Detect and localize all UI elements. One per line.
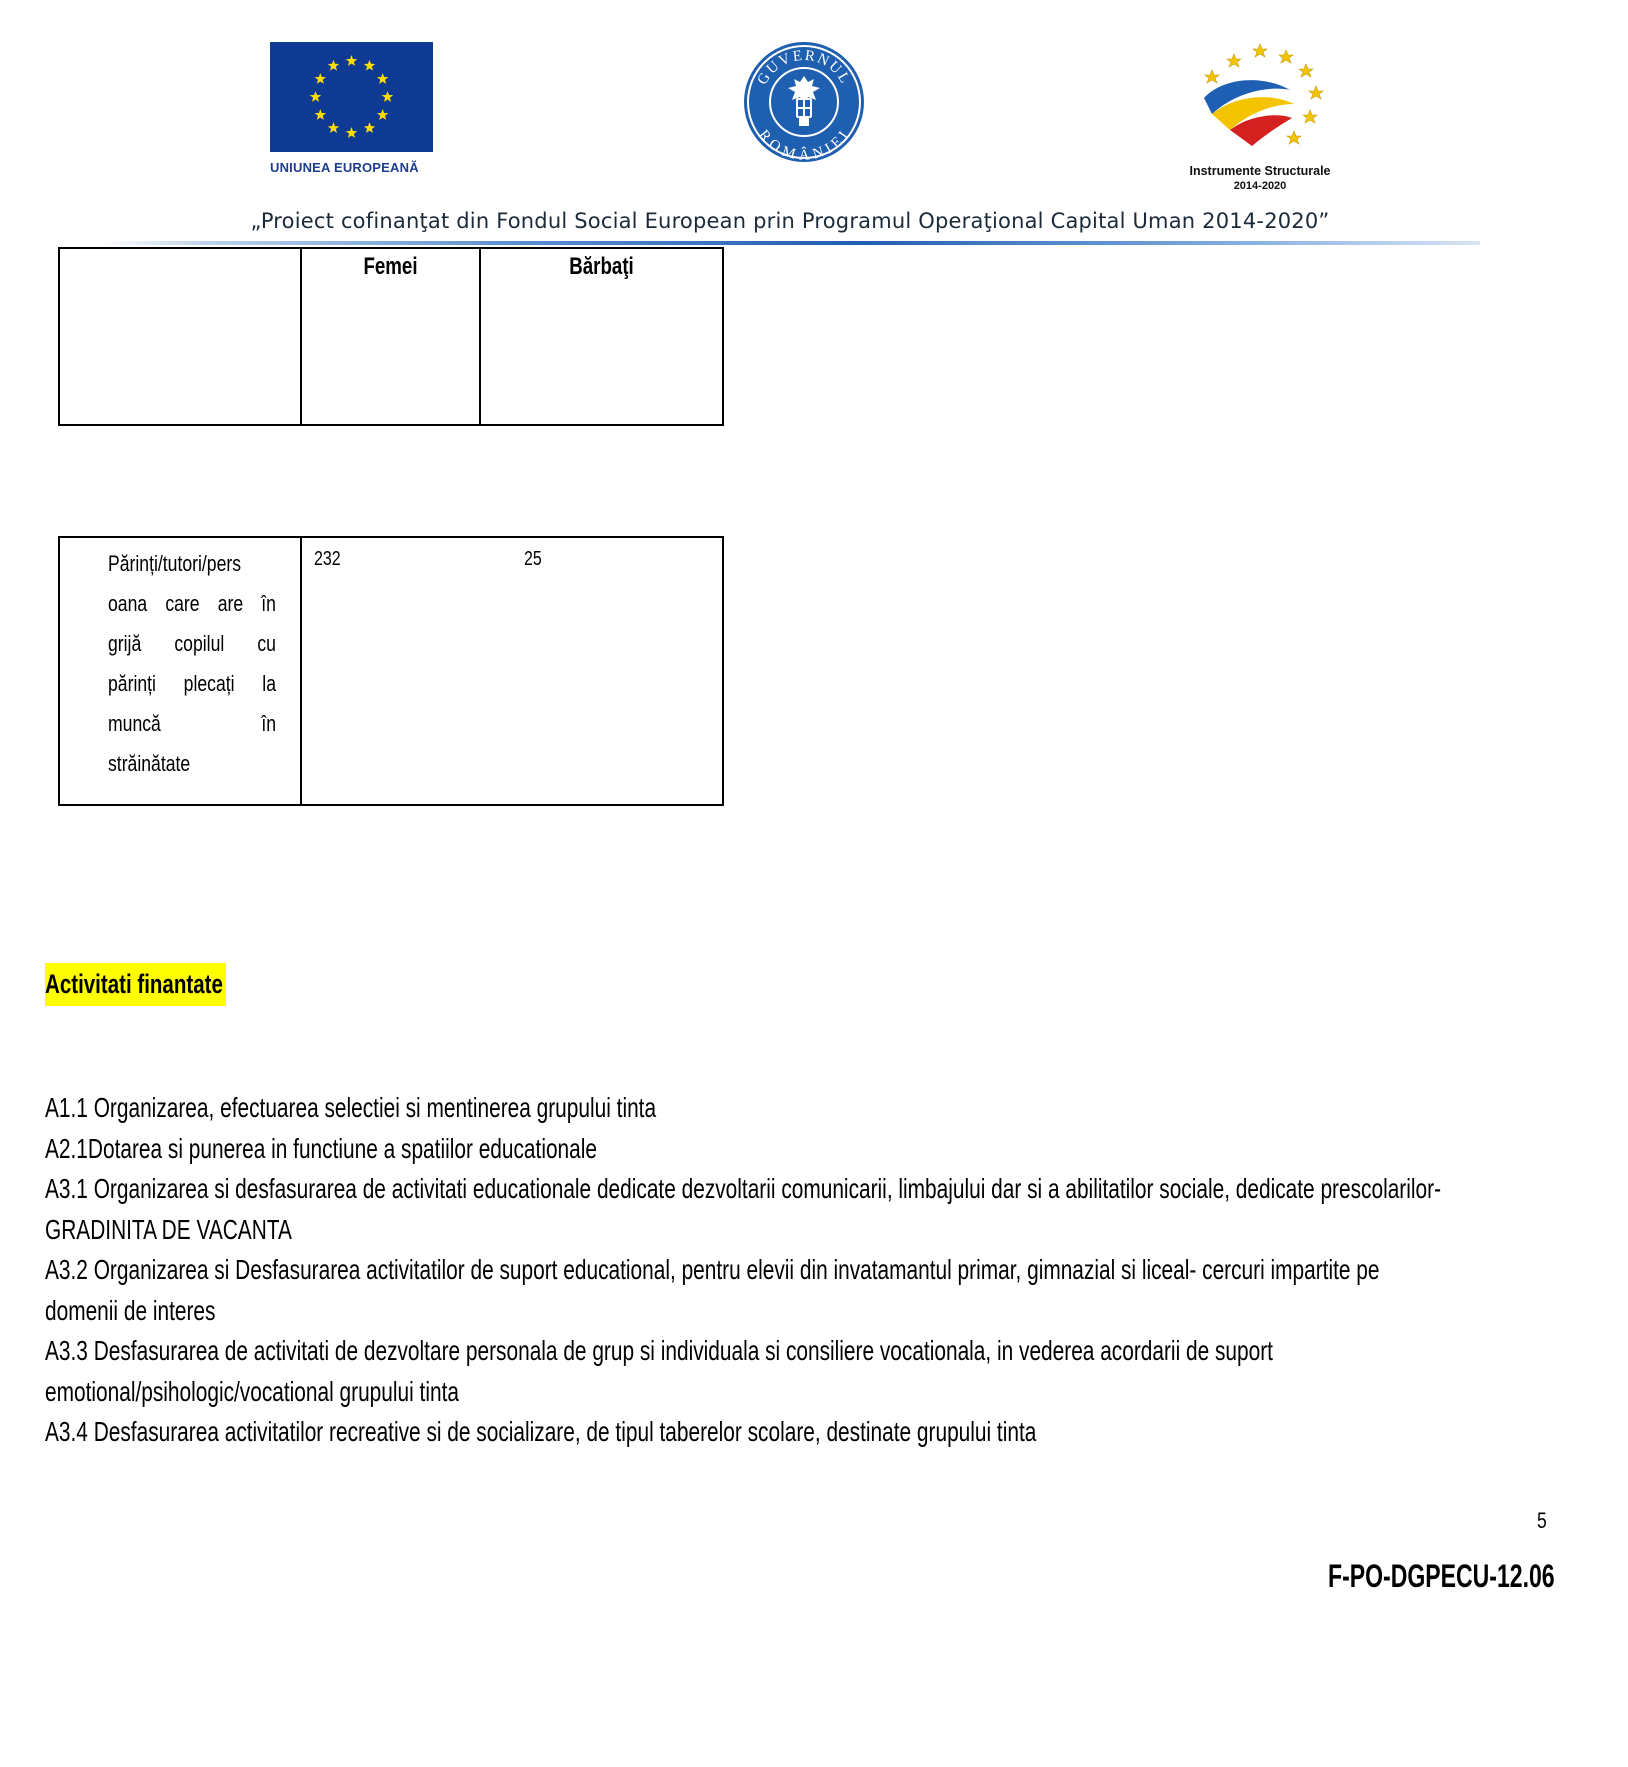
structural-instruments-label [1160, 164, 1360, 194]
eu-label: UNIUNEA EUROPEANĂ [270, 160, 419, 175]
activity-line: A3.3 Desfasurarea de activitati de dezvoltare personala de grup si individuala si consiliere vocationala, in vederea acordarii de suport [45, 1335, 1273, 1366]
row-label-cell [60, 538, 302, 804]
activity-line: emotional/psihologic/vocational grupului tinta [45, 1375, 459, 1407]
gender-table-header [58, 247, 724, 426]
row-label-line: străinătate [108, 751, 191, 776]
row-label-line: oana care are în [108, 591, 276, 616]
men-header: Bărbaţi [569, 253, 634, 280]
table1-men-column [481, 249, 722, 424]
table1-women-column [302, 249, 481, 424]
seal-text-top: GUVERNUL [754, 47, 854, 88]
men-count: 25 [524, 548, 542, 570]
activity-line: A3.1 Organizarea si desfasurarea de activitati educationale dedicate dezvoltarii comunicarii, limbajului dar si a abilitatilor sociale, dedicate prescolarilor- [45, 1173, 1442, 1204]
parents-abroad-table [58, 536, 724, 806]
row-label-line: grijă copilul cu [108, 631, 276, 656]
section-title-text: Activitati finantate [45, 969, 223, 999]
eu-flag-logo [270, 42, 433, 152]
page-number: 5 [1537, 1508, 1547, 1533]
row-label-line: muncă în [108, 711, 276, 736]
is-label-line1: Instrumente Structurale [1189, 164, 1331, 178]
eu-flag-icon [270, 42, 433, 152]
is-label-line2: 2014-2020 [1233, 180, 1287, 192]
activity-line: A3.2 Organizarea si Desfasurarea activitatilor de suport educational, pentru elevii din invatamantul primar, gimnazial si liceal- cercuri impartite pe [45, 1254, 1380, 1285]
structural-instruments-logo [1182, 38, 1334, 158]
row-label-line: Părinți/tutori/pers [108, 551, 242, 576]
activity-line: A1.1 Organizarea, efectuarea selectiei si mentinerea grupului tinta [45, 1092, 657, 1123]
activity-line: A2.1Dotarea si punerea in functiune a spatiilor educationale [45, 1132, 597, 1164]
header-divider [100, 241, 1480, 245]
romanian-government-seal [742, 40, 866, 164]
structural-instruments-icon [1182, 38, 1334, 158]
activity-line: A3.4 Desfasurarea activitatilor recreative si de socializare, de tipul taberelor scolare, destinate grupului tinta [45, 1416, 1037, 1447]
row-label-text [108, 544, 288, 784]
women-header: Femei [363, 253, 418, 280]
row-label-line: părinți plecați la [108, 671, 276, 696]
header-caption: „Proiect cofinanţat din Fondul Social European prin Programul Operaţional Capital Uman 2014-2020” [250, 209, 1330, 233]
table1-empty-cell [60, 249, 302, 424]
women-count: 232 [314, 548, 341, 570]
activity-line: GRADINITA DE VACANTA [45, 1213, 292, 1245]
activities-list [45, 1088, 1605, 1453]
government-seal-icon [742, 40, 866, 164]
activity-line: domenii de interes [45, 1294, 216, 1326]
seal-text-bottom: ROMÂNIEI [755, 127, 854, 164]
section-title [45, 963, 226, 1006]
form-code: F-PO-DGPECU-12.06 [1328, 1558, 1555, 1594]
